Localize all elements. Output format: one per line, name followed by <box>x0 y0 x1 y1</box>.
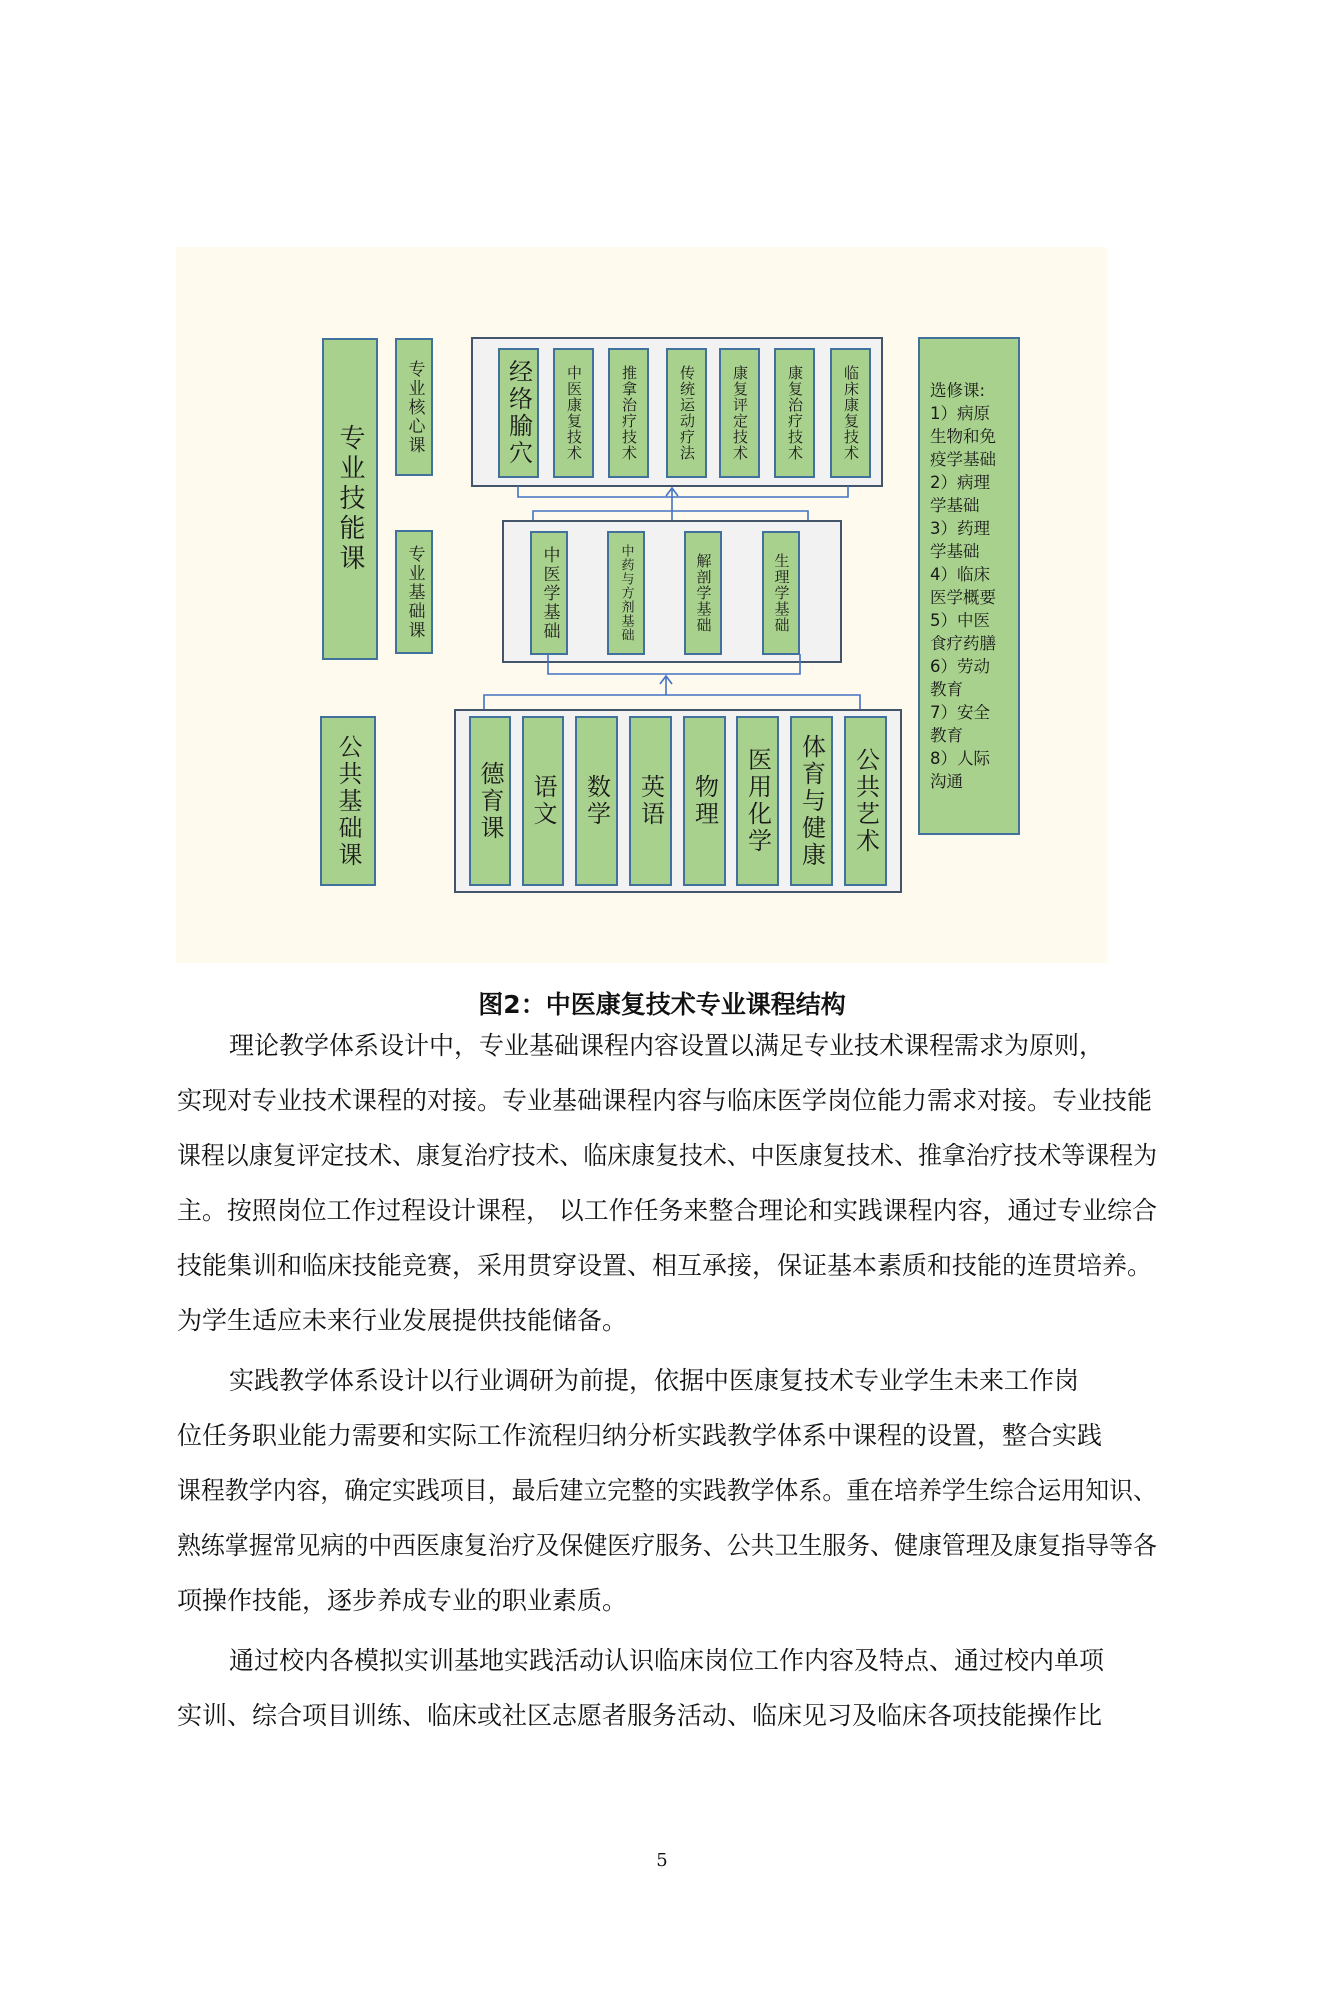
core-course-box <box>553 348 594 478</box>
core-course-box <box>719 348 760 478</box>
text-line: 为学生适应未来行业发展提供技能储备。 <box>177 1306 628 1335</box>
elective-line: 8）人际 <box>930 749 990 768</box>
course-label: 公共艺术 <box>851 747 880 855</box>
core-course-box <box>830 348 871 478</box>
core-course-box <box>608 348 649 478</box>
elective-line: 学基础 <box>930 496 980 515</box>
elective-line: 6）劳动 <box>930 657 990 676</box>
course-label: 康复评定技术 <box>731 365 749 461</box>
text-line: 课程教学内容，确定实践项目，最后建立完整的实践教学体系。重在培养学生综合运用知识、 <box>177 1476 1157 1505</box>
paragraph-1 <box>177 1018 1157 1348</box>
elective-line: 5）中医 <box>930 611 990 630</box>
category-label: 专业核心课 <box>404 359 425 455</box>
course-label: 物理 <box>690 774 719 828</box>
basic-course-box <box>762 531 800 655</box>
figure-caption: 图2：中医康复技术专业课程结构 <box>478 990 846 1019</box>
public-course-box <box>629 716 672 886</box>
course-label: 推拿治疗技术 <box>620 365 638 461</box>
core-course-box <box>498 348 539 478</box>
course-label: 临床康复技术 <box>842 365 860 461</box>
basic-course-box <box>607 531 645 655</box>
basic-course-box <box>530 531 568 655</box>
core-course-box <box>666 348 707 478</box>
category-professional-core <box>395 338 433 476</box>
public-course-box <box>790 716 833 886</box>
course-label: 语文 <box>529 774 557 828</box>
core-course-box <box>774 348 815 478</box>
elective-line: 选修课: <box>930 381 986 400</box>
public-course-box <box>844 716 887 886</box>
category-public-basic <box>320 716 376 886</box>
course-label: 数学 <box>582 774 611 828</box>
public-course-box <box>575 716 618 886</box>
text-line: 实训、综合项目训练、临床或社区志愿者服务活动、临床见习及临床各项技能操作比 <box>177 1701 1103 1730</box>
course-label: 传统运动疗法 <box>678 365 696 461</box>
paragraph-3 <box>177 1633 1157 1743</box>
paragraph-2 <box>177 1353 1157 1628</box>
elective-line: 7）安全 <box>930 703 990 722</box>
course-label: 中医学基础 <box>539 545 560 641</box>
basic-course-box <box>684 531 722 655</box>
elective-line: 3）药理 <box>930 519 990 538</box>
text-line: 熟练掌握常见病的中西医康复治疗及保健医疗服务、公共卫生服务、健康管理及康复指导等各 <box>177 1531 1157 1560</box>
text-line: 实践教学体系设计以行业调研为前提，依据中医康复技术专业学生未来工作岗 <box>229 1366 1080 1395</box>
course-label: 英语 <box>636 774 665 828</box>
course-label: 康复治疗技术 <box>786 365 804 461</box>
course-label: 经络腧穴 <box>504 359 533 467</box>
text-line: 技能集训和临床技能竞赛，采用贯穿设置、相互承接，保证基本素质和技能的连贯培养。 <box>177 1251 1153 1280</box>
course-label: 中医康复技术 <box>565 365 583 461</box>
page-number: 5 <box>656 1850 668 1871</box>
text-line: 项操作技能，逐步养成专业的职业素质。 <box>177 1586 628 1615</box>
elective-line: 食疗药膳 <box>930 634 996 653</box>
elective-line: 生物和免 <box>930 427 996 446</box>
category-label: 公共基础课 <box>334 733 362 869</box>
course-label: 解剖学基础 <box>694 553 713 633</box>
category-label: 专业基础课 <box>404 544 425 640</box>
elective-line: 疫学基础 <box>930 450 996 469</box>
course-label: 体育与健康 <box>797 733 826 869</box>
category-professional-skill <box>322 338 378 660</box>
text-line: 实现对专业技术课程的对接。专业基础课程内容与临床医学岗位能力需求对接。专业技能 <box>177 1086 1153 1115</box>
elective-courses-box <box>918 337 1020 835</box>
text-line: 通过校内各模拟实训基地实践活动认识临床岗位工作内容及特点、通过校内单项 <box>229 1646 1105 1675</box>
elective-line: 2）病理 <box>930 473 990 492</box>
category-label: 专业技能课 <box>335 424 365 574</box>
course-label: 德育课 <box>476 760 504 842</box>
elective-line: 沟通 <box>930 772 963 791</box>
elective-line: 1）病原 <box>930 404 990 423</box>
course-label: 生理学基础 <box>772 553 791 633</box>
text-line: 课程以康复评定技术、康复治疗技术、临床康复技术、中医康复技术、推拿治疗技术等课程为 <box>177 1141 1157 1170</box>
course-label: 医用化学 <box>743 747 772 855</box>
elective-line: 学基础 <box>930 542 980 561</box>
text-line: 位任务职业能力需要和实际工作流程归纳分析实践教学体系中课程的设置，整合实践 <box>177 1421 1103 1450</box>
public-course-box <box>736 716 779 886</box>
elective-line: 教育 <box>930 726 963 745</box>
elective-line: 教育 <box>930 680 963 699</box>
course-label: 中药与方剂基础 <box>618 544 634 642</box>
text-line: 理论教学体系设计中，专业基础课程内容设置以满足专业技术课程需求为原则， <box>229 1031 1105 1060</box>
public-course-box <box>522 716 564 886</box>
elective-line: 4）临床 <box>930 565 990 584</box>
elective-list <box>920 379 996 793</box>
elective-line: 医学概要 <box>930 588 996 607</box>
category-professional-basic <box>395 530 433 654</box>
public-course-box <box>469 716 511 886</box>
text-line: 主。按照岗位工作过程设计课程， 以工作任务来整合理论和实践课程内容，通过专业综合 <box>177 1196 1157 1225</box>
public-course-box <box>683 716 726 886</box>
